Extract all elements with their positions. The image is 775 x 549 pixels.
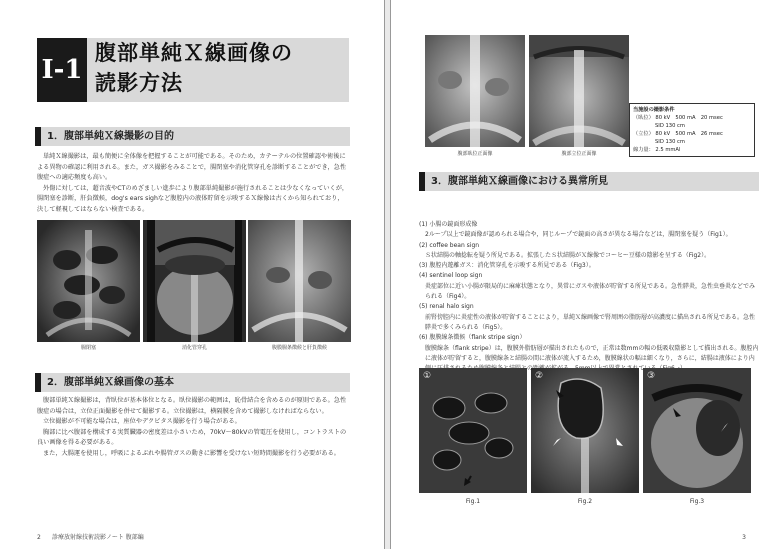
- conditions-row2-value: 80 kV 500 mA 26 msec: [655, 131, 723, 137]
- chapter-title: [95, 38, 293, 98]
- section1-heading: 1．腹部単純Ｘ線撮影の目的: [35, 127, 350, 146]
- findings-list: [419, 220, 759, 374]
- finding-4-desc: 炎症部位に近い小腸が限局的に麻痺状態となり，異常にガスや液体が貯留する所見である。急性膵炎，急性虫垂炎などでみられる（Fig4）。: [425, 282, 756, 301]
- caption-fig3: Fig.3: [689, 498, 705, 505]
- left-page: [0, 0, 385, 549]
- xray-supine: [425, 35, 525, 147]
- left-page-number: 2: [37, 534, 41, 541]
- conditions-box: [629, 103, 755, 157]
- section2-para3: 胸部に比べ腹部を構成する実質臓器の密度差は小さいため，70kV〜80kVの管電圧を使用し，コントラストの良い画像を得る必要がある。: [37, 428, 347, 446]
- section2-body: [37, 396, 349, 459]
- finding-1: (1) 小腸の鏡面形成像: [419, 221, 478, 228]
- conditions-row1-label: （臥位）: [633, 115, 654, 121]
- xray-fig1: [419, 368, 527, 493]
- section1-para2: 外傷に対しては，超音波やCTのめざましい進歩により腹部単純撮影が施行されることは少なくなっていくが，腸閉塞を診断，肝負徴候，dog's ears sighなど腹腔内の液体貯留を示唆するＸ線像は古くから知られており，決して軽視してはならない検査である。: [37, 184, 349, 213]
- section2-heading: 2．腹部単純Ｘ線画像の基本: [35, 373, 350, 392]
- finding-3: (3) 腹腔内遊離ガス：消化管穿孔を示唆する所見である（Fig3）。: [419, 262, 595, 270]
- conditions-row2: [633, 130, 751, 138]
- xray-fig3: [643, 368, 751, 493]
- section3-heading: 3．腹部単純Ｘ線画像における異常所見: [419, 172, 759, 191]
- xray-erect: [529, 35, 629, 147]
- xray-flank-stripe: [248, 220, 351, 342]
- chapter-title-line2: 読影方法: [95, 71, 183, 95]
- chapter-title-line1: 腹部単純Ｘ線画像の: [95, 41, 293, 65]
- conditions-row2-sid: SID 130 cm: [655, 139, 685, 145]
- xray-perforation: [143, 220, 246, 342]
- section1-para1: 単純Ｘ線撮影は，最も簡便に全体像を把握することが可能である。そのため，カテーテルの位置確認や術後による異物の確認に利用される。また，ガス撮影をみることで，腸閉塞や消化管穿孔を診断することができ，急性腹症への適応頻度も高い。: [37, 153, 346, 181]
- right-page-number: 3: [742, 534, 746, 541]
- fig3-label: ③: [647, 371, 656, 381]
- section2-para2: 立位撮影が不可能な場合は，座位やデクビタス撮影を行う場合がある。: [43, 418, 241, 425]
- conditions-row1-value: 80 kV 500 mA 20 msec: [655, 115, 723, 121]
- right-page: [390, 0, 775, 549]
- finding-5: (5) renal halo sign: [419, 303, 474, 311]
- conditions-title: 当施設の撮影条件: [633, 107, 675, 113]
- caption-ileus: 腸閉塞: [80, 345, 96, 351]
- finding-6: (6) 腹膜線条徴候（flank stripe sign）: [419, 334, 526, 342]
- caption-flank-stripe: 腹膜腸条徴候と肝負徴候: [271, 345, 327, 351]
- conditions-row1: [633, 114, 751, 122]
- fig2-label: ②: [535, 371, 544, 381]
- finding-4: (4) sentinel loop sign: [419, 272, 483, 280]
- caption-perforation: 消化管穿孔: [181, 345, 207, 351]
- xray-ileus: [37, 220, 140, 342]
- finding-1-desc: 2ループ以上で鏡面像が認められる場合や，同じループで鏡面の高さが異なる場合などは，腸閉塞を疑う（Fig1）。: [425, 231, 732, 239]
- section2-para1: 腹部単純Ｘ線撮影は，背臥位が基本体位となる。臥位撮影の範囲は，恥骨結合を含めるのが原則である。急性腹症の場合は，立位正面撮影を併せて撮影する。立位撮影は，横隔膜を含めて撮影しなければならない。: [37, 397, 347, 415]
- conditions-row3-label: 線力量：: [633, 147, 654, 153]
- caption-supine: 腹部臥位正面像: [457, 151, 493, 157]
- caption-fig1: Fig.1: [465, 498, 481, 505]
- finding-5-desc: 前腎傍腔内に炎症性の液体が貯留することにより，単純Ｘ線画像で腎周囲の脂肪層が高濃度に描出される所見である。急性膵炎で多くみられる（Fig5）。: [425, 313, 756, 331]
- section1-body: [37, 152, 349, 215]
- fig1-label: ①: [423, 371, 432, 381]
- xray-fig2: [531, 368, 639, 493]
- conditions-row3: [633, 146, 751, 154]
- finding-6-desc: 腹膜線条（flank stripe）は，腹膜外脂肪層が描出されたもので，正常は数mmの幅の低吸収陰影として描出される。腹腔内に液体が貯留すると，腹膜線条と結腸の間に液体が流入するため，腹膜線状の幅は細くなり，さらに，結腸は液体により内 め腹膜線条と結腸との距離が拡がる。5m て: [425, 344, 759, 373]
- conditions-row1-sid: SID 130 cm: [655, 123, 685, 129]
- finding-2: (2) coffee bean sign: [419, 241, 480, 249]
- conditions-row2-label: （立位）: [633, 131, 654, 137]
- section2-para4: また，大腸運を使用し，呼吸によるぶれや腸管ガスの動きに影響を受けない短時間撮影を行う必要がある。: [43, 449, 340, 457]
- caption-erect: 腹部立位正面像: [561, 151, 597, 157]
- caption-fig2: Fig.2: [577, 498, 593, 505]
- finding-2-desc: Ｓ状結腸の軸捻転を疑う所見である。拡張したＳ状結腸がＸ線像でコーヒー豆様の陰影を呈する（Fig2）。: [425, 251, 711, 259]
- chapter-number: Ⅰ-1: [37, 38, 87, 102]
- conditions-row3-value: 2.5 mmAl: [655, 147, 681, 153]
- running-title: 診療放射線技術読影ノート 腹部編: [52, 534, 144, 541]
